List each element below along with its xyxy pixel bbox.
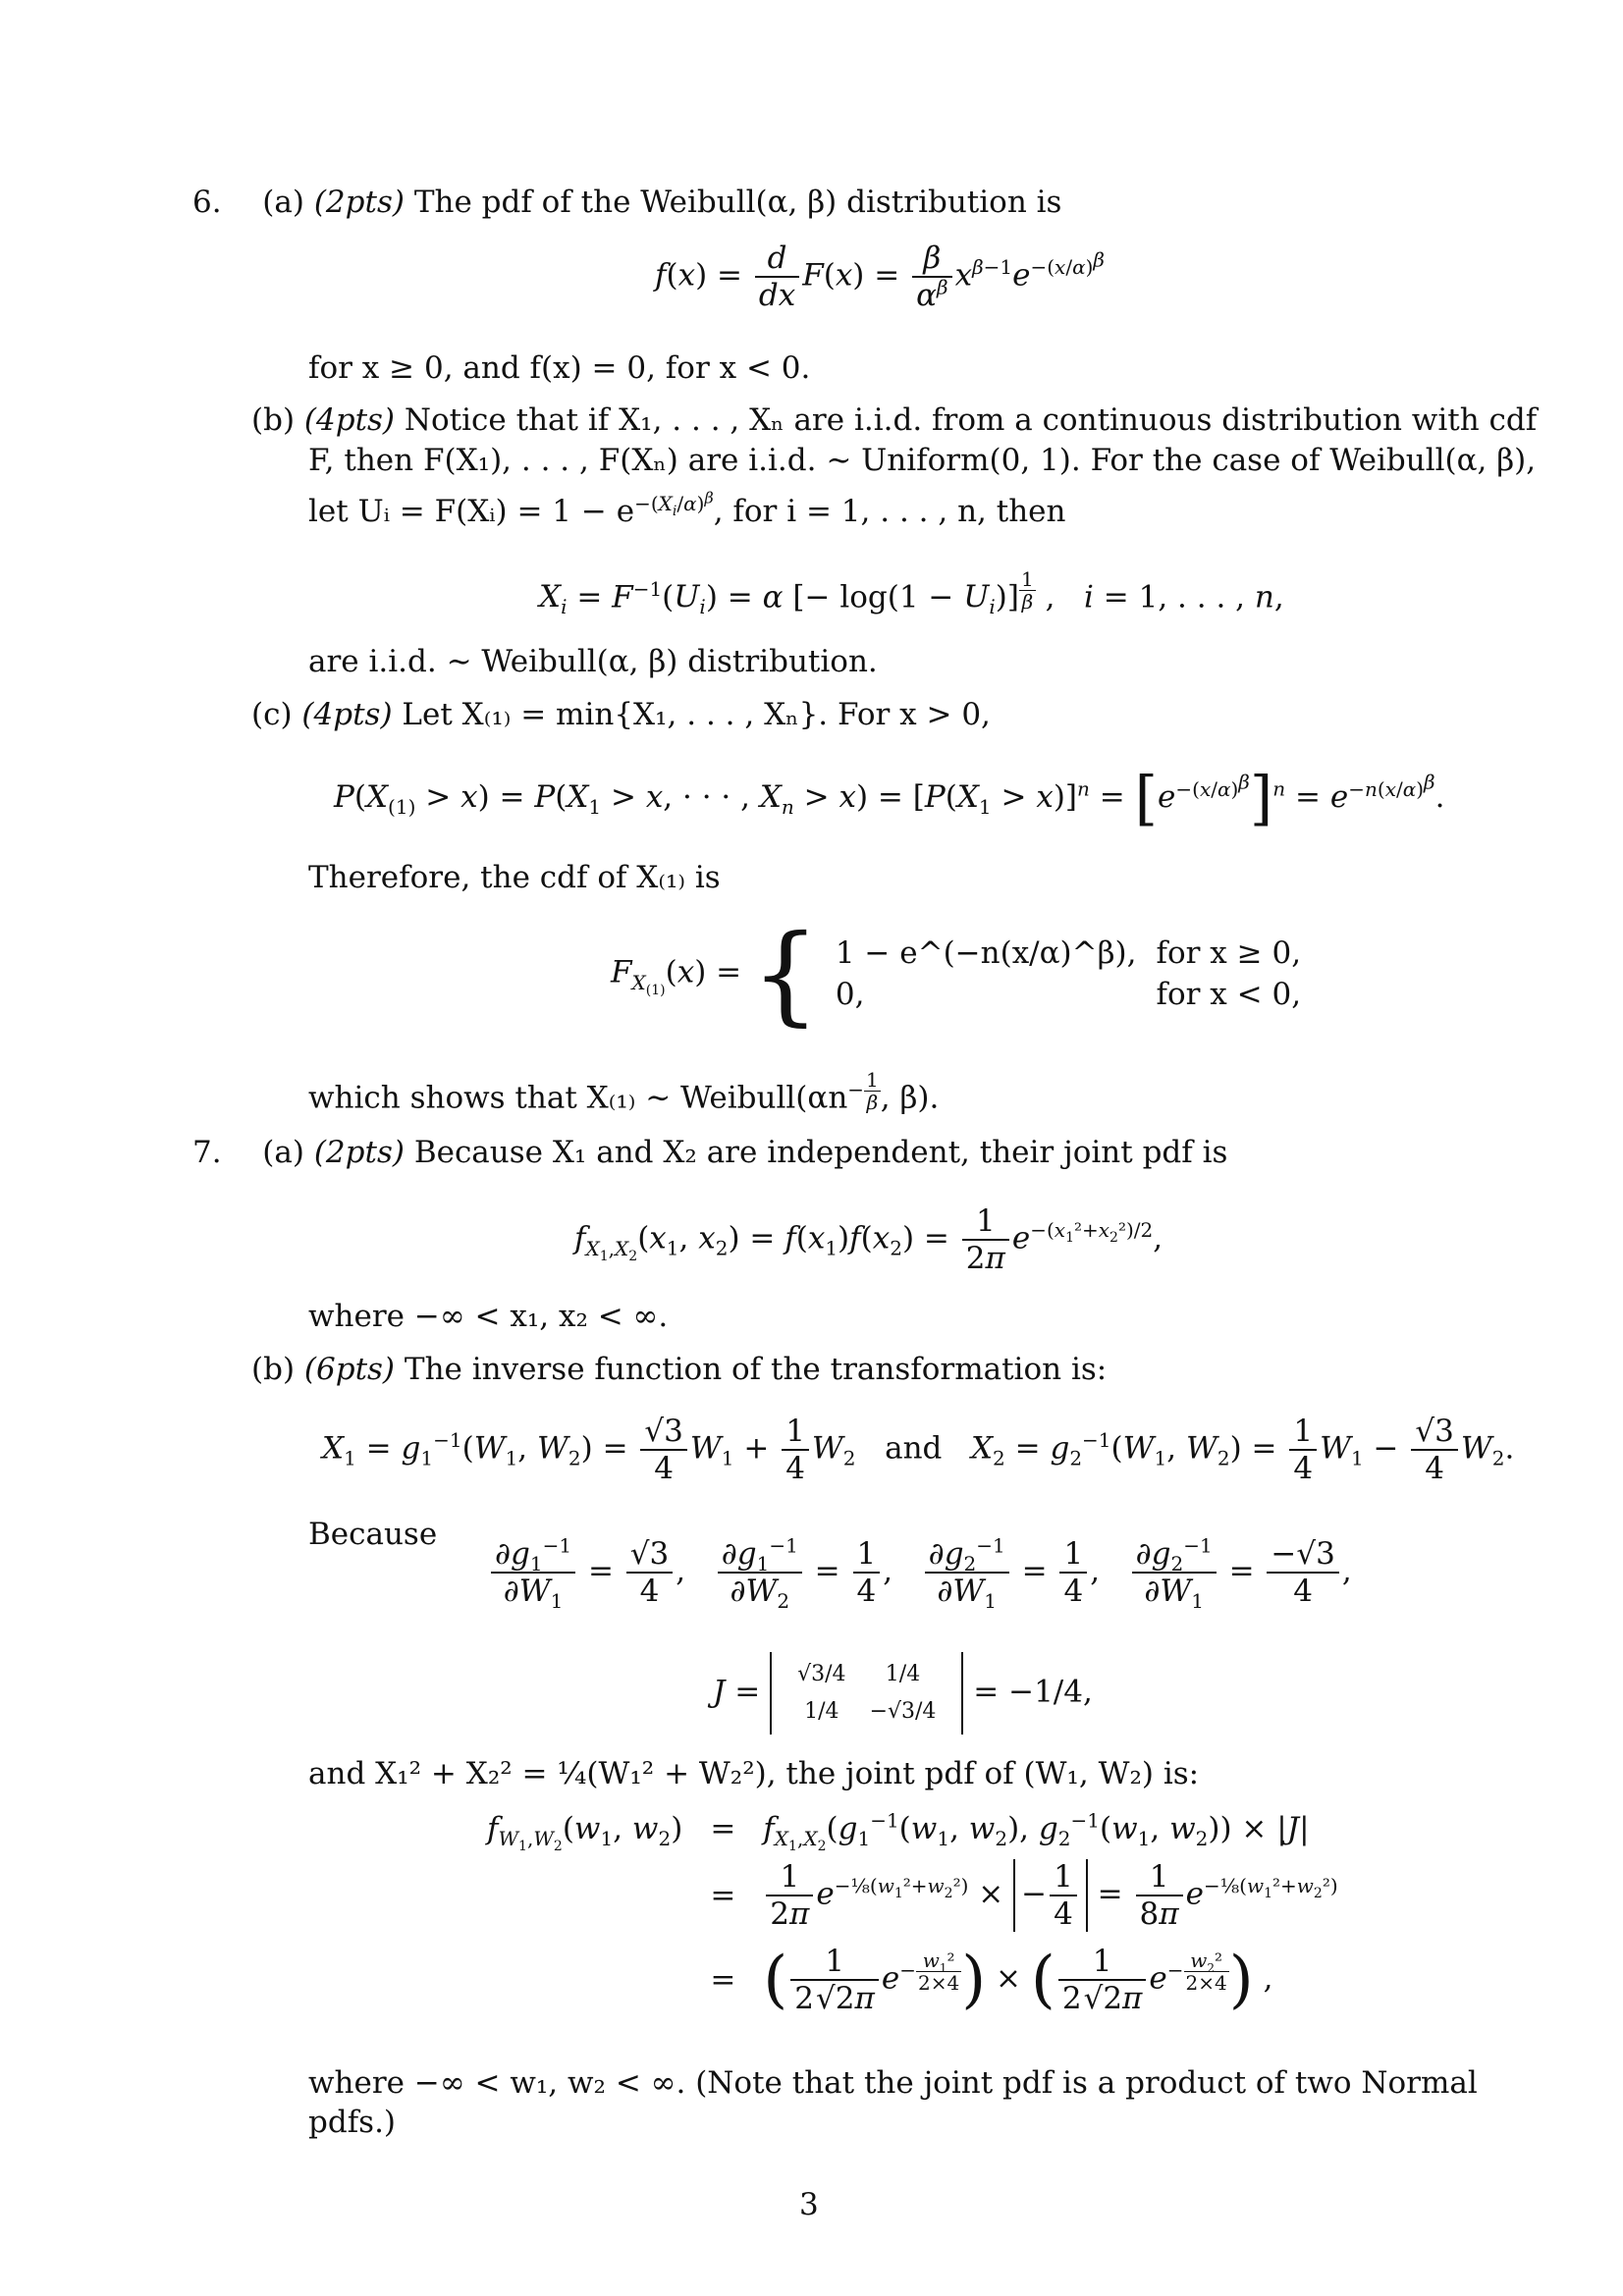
case-2-value: 0, — [835, 977, 865, 1012]
part-label: (a) — [262, 1135, 304, 1170]
part-label: (a) — [262, 185, 304, 220]
partial-derivatives: $\frac{\partial g_1^{-1}}{\partial W_1}$ = $\frac{√3}{4}$ , $\frac{\partial g_1^{-1}}{\partial W_2}$ = $\frac{1}{4}$ , $\frac{\partial g_2^{-1}}{\partial W_1}$ = $\frac{1}{4}$ , $\frac{\partial g_2^{-1}}{\partial W_1}$ = $\frac{-√3}{4}$ , — [488, 1536, 1352, 1609]
part-text: Let X₍₁₎ = min{X₁, . . . , Xₙ}. For x > 0, — [402, 697, 991, 732]
part-text: The pdf of the Weibull(α, β) distribution is — [413, 185, 1062, 220]
points-label: (4pts) — [301, 697, 393, 732]
points-label: (2pts) — [313, 1135, 405, 1170]
points-label: (6pts) — [303, 1352, 396, 1387]
part-label: (c) — [251, 697, 293, 732]
min-survival-equation: $P(X_{(1)} > x) = P(X_1 > x$, · · · , $X_n > x) = [P(X_1 > x)]^n = [e^{-(x/\alpha)^\beta}]^n = e^{-n(x/\alpha)^\beta}$. — [334, 764, 1445, 833]
problem-6-part-a-line — [192, 184, 1061, 221]
support-text: for x ≥ 0, and f(x) = 0, for x < 0. — [308, 350, 811, 386]
part-text: The inverse function of the transformation is: — [404, 1352, 1108, 1387]
iid-statement: are i.i.d. ∼ Weibull(α, β) distribution. — [308, 644, 878, 679]
domain-x-text: where −∞ < x₁, x₂ < ∞. — [308, 1299, 669, 1334]
problem-7-part-a-line — [192, 1134, 1227, 1171]
case-1-value: 1 − e^(−n(x/α)^β), — [835, 935, 1137, 971]
case-2-condition: for x < 0, — [1156, 977, 1302, 1012]
problem-number: 7. — [192, 1135, 222, 1170]
problem-number: 6. — [192, 185, 222, 220]
case-1-condition: for x ≥ 0, — [1156, 935, 1302, 971]
page-number: 3 — [799, 2187, 819, 2222]
and-word: and — [885, 1430, 943, 1467]
problem-6-part-c-line — [251, 696, 991, 733]
joint-pdf-w-derivation: $f_{W_1,W_2}(w_1$, $w_2$) = $f_{X_1,X_2}(g_1^{-1}(w_1$, $w_2$), $g_2^{-1}(w_1$, $w_2)) \times |J|$ = $\frac{1}{2\pi}$ $e^{-\frac{1}{8}(w_1^2+w_2^2)}$ × − $\frac{1}{4}$ = $\frac{1}{8\pi}$ $e^{-\frac{1}{8}(w_1^2+w_2^2)}$ = ( $\frac{1}{2√2\pi}$ $e^{- \frac{w_1^2}{2\times 4}}$ ) × ( $\frac{1}{2√2\pi}$ $e^{- \frac{w_2^2}{2\times 4}}$ ) , — [487, 1808, 1338, 2016]
jacobian-equation: J = √3/4 1/4 1/4 −√3/4 = −1/4, — [713, 1652, 1093, 1735]
part-text: Because X₁ and X₂ are independent, their joint pdf is — [413, 1135, 1228, 1170]
problem-7-part-b-line — [251, 1351, 1107, 1388]
because-word: Because — [308, 1517, 438, 1552]
jacobian-value: = −1/4, — [973, 1674, 1093, 1710]
min-cdf-equation: $F_{X_{(1)}}(x)$ = { 1 − e^(−n(x/α)^β), for x ≥ 0, 0, for x < 0, — [611, 933, 1315, 1015]
weibull-conclusion: which shows that X₍₁₎ ∼ $Weibull(\alpha n^{- \frac{1}{\beta}}$ , β). — [308, 1068, 940, 1116]
closing-note-line2: pdfs.) — [308, 2105, 397, 2140]
joint-pdf-x-equation: $f_{X_1,X_2}(x_1$, $x_2) = f(x_1)f(x_2)$ = $\frac{1}{2\pi}$ $e^{-(x_1^2+x_2^2)/2}$, — [574, 1203, 1163, 1276]
problem-6-part-b-line2: F, then F(X₁), . . . , F(Xₙ) are i.i.d. ∼ Uniform(0, 1). For the case of Weibull(α, β), — [308, 443, 1537, 478]
part-label: (b) — [251, 1352, 296, 1387]
inverse-cdf-equation: $X_i = F^{-1}(U_i) = \alpha$ [− $\log(1 - U_i)$] $^{\frac{1}{\beta}}$ , i = 1, . . . , n, — [539, 567, 1284, 619]
closing-note-line1: where −∞ < w₁, w₂ < ∞. (Note that the joint pdf is a product of two Normal — [308, 2065, 1478, 2101]
points-label: (4pts) — [303, 402, 396, 438]
points-label: (2pts) — [313, 185, 405, 220]
weibull-pdf-equation: f(x) = $\frac{d}{dx}$ F(x) = $\frac{\beta}{\alpha^\beta}$ $x^{\beta-1}e^{-(x/\alpha)^\beta}$ — [655, 240, 1105, 313]
cdf-intro-text: Therefore, the cdf of X₍₁₎ is — [308, 860, 721, 895]
problem-6-part-b-line1 — [251, 401, 1537, 439]
part-label: (b) — [251, 402, 296, 438]
inverse-transform-equation: $X_1 = g_1^{-1}(W_1$, $W_2$) = $\frac{√3}{4}$ $W_1$ + $\frac{1}{4}$ $W_2$ and $X_2 = g_2^{-1}(W_1$, $W_2$) = $\frac{1}{4}$ $W_1$ − $\frac{√3}{4}$ $W_2$. — [322, 1414, 1515, 1486]
problem-6-part-b-line3: let Uᵢ = F(Xᵢ) = $1 - e^{-(X_i/\alpha)^\beta}$, for i = 1, . . . , n, then — [308, 488, 1066, 529]
sum-squares-text: and X₁² + X₂² = ¼(W₁² + W₂²), the joint pdf of (W₁, W₂) is: — [308, 1756, 1200, 1791]
part-text: Notice that if X₁, . . . , Xₙ are i.i.d. from a continuous distribution with cdf — [404, 402, 1538, 438]
